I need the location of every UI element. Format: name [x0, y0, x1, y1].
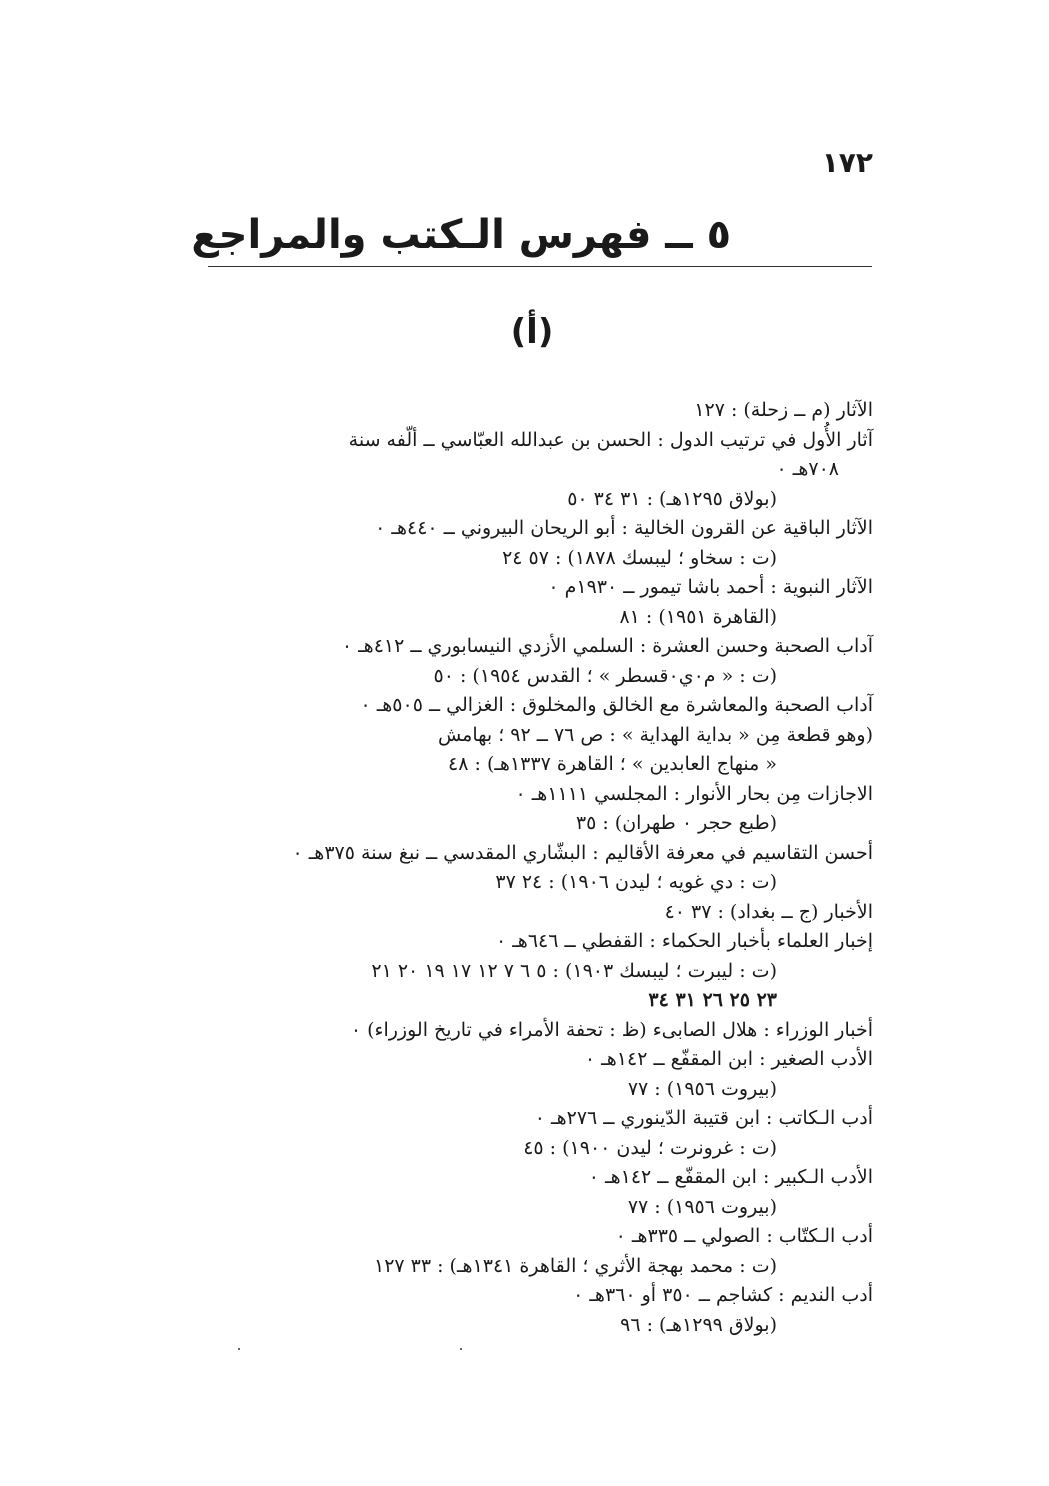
chapter-title: ٥ ــ فهرس الـكتب والمراجع [191, 212, 731, 258]
page-number: ١٧٢ [821, 146, 873, 179]
entry-line: (بيروت ١٩٥٦) : ٧٧ [627, 1077, 777, 1100]
entry-line: أخبار الوزراء : هلال الصابىء (ظ : تحفة الأمراء في تاريخ الوزراء) ٠ [350, 1018, 873, 1041]
entry-line: الآثار النبوية : أحمد باشا تيمور ــ ١٩٣٠م ٠ [548, 576, 873, 598]
entry-line: أدب الـكتّاب : الصولي ــ ٣٣٥هـ ٠ [615, 1225, 873, 1247]
entry-line: الآثار الباقية عن القرون الخالية : أبو الريحان البيروني ــ ٤٤٠هـ ٠ [375, 517, 873, 539]
entry-line: إخبار العلماء بأخبار الحكماء : القفطي ــ ٦٤٦هـ ٠ [495, 930, 873, 952]
entry-line: (بولاق ١٢٩٥هـ) : ٣١ ٣٤ ٥٠ [567, 487, 777, 510]
entry-line: ٢٣ ٢٥ ٢٦ ٣١ ٣٤ [648, 989, 777, 1011]
entry-line: (القاهرة ١٩٥١) : ٨١ [619, 605, 777, 628]
entry-line: (ت : غرونرت ؛ ليدن ١٩٠٠) : ٤٥ [523, 1136, 777, 1159]
entry-line: الآثار (م ــ زحلة) : ١٢٧ [694, 399, 873, 421]
entry-line: (ت : دي غويه ؛ ليدن ١٩٠٦) : ٢٤ ٣٧ [495, 871, 777, 893]
entry-line: أدب الـكاتب : ابن قتيبة الدّينوري ــ ٢٧٦هـ ٠ [534, 1107, 873, 1129]
entry-line: الأدب الصغير : ابن المقفّع ــ ١٤٢هـ ٠ [584, 1048, 873, 1070]
footer-dot [238, 1348, 240, 1350]
entry-line: (ت : « م٠ي٠قسطر » ؛ القدس ١٩٥٤) : ٥٠ [433, 664, 777, 687]
section-letter-heading: (أ) [510, 312, 554, 352]
entry-line: « منهاج العابدين » ؛ القاهرة ١٣٣٧هـ) : ٤٨ [448, 753, 777, 775]
entry-line: (بولاق ١٢٩٩هـ) : ٩٦ [620, 1313, 777, 1336]
footer-dot-marks [230, 1348, 470, 1350]
entry-line: أحسن التقاسيم في معرفة الأقاليم : البشّاري المقدسي ــ نبغ سنة ٣٧٥هـ ٠ [292, 841, 873, 864]
entry-line: (بيروت ١٩٥٦) : ٧٧ [627, 1195, 777, 1218]
entry-line: (ت : ليبرت ؛ ليبسك ١٩٠٣) : ٥ ٦ ٧ ١٢ ١٧ ١٩ ٢٠ ٢١ [371, 959, 777, 982]
entry-line: (ت : سخاو ؛ ليبسك ١٨٧٨) : ٥٧ ٢٤ [502, 546, 777, 569]
entry-line: الأخبار (ج ــ بغداد) : ٣٧ ٤٠ [664, 900, 873, 923]
entry-line: ٧٠٨هـ ٠ [776, 458, 839, 480]
footer-dot [460, 1348, 462, 1350]
entry-line: آداب الصحبة وحسن العشرة : السلمي الأزدي النيسابوري ــ ٤١٢هـ ٠ [341, 635, 873, 657]
entry-line: (طبع حجر ٠ طهران) : ٣٥ [575, 812, 777, 834]
bibliography-entries [209, 396, 873, 1340]
entry-line: أدب النديم : كشاجم ــ ٣٥٠ أو ٣٦٠هـ ٠ [573, 1284, 873, 1306]
entry-line: (وهو قطعة مِن « بداية الهداية » : ص ٧٦ ــ ٩٢ ؛ بهامش [437, 723, 873, 746]
entry-line: آداب الصحبة والمعاشرة مع الخالق والمخلوق : الغزالي ــ ٥٠٥هـ ٠ [360, 694, 873, 716]
entry-line: آثار الأُول في ترتيب الدول : الحسن بن عبدالله العبّاسي ــ ألّفه سنة [348, 428, 873, 451]
entry-line: (ت : محمد بهجة الأثري ؛ القاهرة ١٣٤١هـ) : ٣٣ ١٢٧ [373, 1254, 777, 1277]
title-divider [208, 266, 872, 267]
entry-line: الاجازات مِن بحار الأنوار : المجلسي ١١١١هـ ٠ [515, 782, 873, 805]
entry-line: الأدب الـكبير : ابن المقفّع ــ ١٤٢هـ ٠ [588, 1166, 873, 1188]
